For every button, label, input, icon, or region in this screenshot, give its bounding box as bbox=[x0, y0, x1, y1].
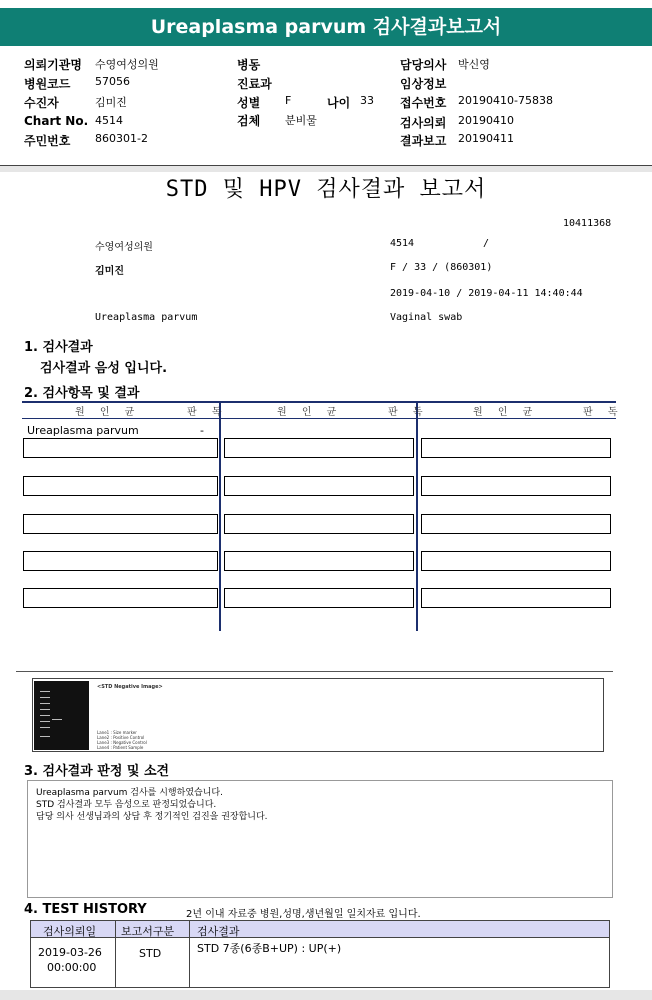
col-header-pathogen: 원 인 균 bbox=[75, 407, 141, 418]
value-doctor: 박신영 bbox=[458, 58, 490, 71]
patient-info bbox=[0, 48, 652, 164]
result-box bbox=[421, 438, 611, 458]
result-box bbox=[23, 476, 218, 496]
result-box bbox=[224, 438, 414, 458]
label-resident-no: 주민번호 bbox=[24, 134, 71, 148]
gel-image-title: <STD Negative Image> bbox=[97, 684, 163, 690]
result-box bbox=[23, 551, 218, 571]
opinion-line: 담당 의사 선생님과의 상담 후 정기적인 검진을 권장합니다. bbox=[36, 812, 268, 822]
result-box bbox=[224, 551, 414, 571]
label-receipt-no: 접수번호 bbox=[400, 96, 447, 110]
col-header-pathogen: 원 인 균 bbox=[277, 407, 343, 418]
label-specimen: 검체 bbox=[237, 114, 261, 128]
label-ward: 병동 bbox=[237, 58, 261, 72]
report-number: 10411368 bbox=[563, 218, 612, 229]
result-box bbox=[224, 476, 414, 496]
column-divider bbox=[416, 401, 418, 631]
label-chart-no: Chart No. bbox=[24, 114, 89, 128]
value-sex: F bbox=[285, 94, 292, 107]
value-age: 33 bbox=[360, 94, 374, 107]
result-box bbox=[224, 514, 414, 534]
label-institution: 의뢰기관명 bbox=[24, 58, 82, 72]
label-department: 진료과 bbox=[237, 77, 272, 91]
result-box bbox=[421, 476, 611, 496]
result-box bbox=[421, 588, 611, 608]
col-header-result: 판 독 bbox=[583, 407, 624, 418]
col-header-result: 판 독 bbox=[388, 407, 429, 418]
history-row bbox=[30, 938, 610, 988]
result-box bbox=[421, 551, 611, 571]
label-request-date: 검사의뢰 bbox=[400, 116, 447, 130]
gel-image bbox=[34, 681, 89, 750]
report-specimen: Vaginal swab bbox=[390, 312, 463, 323]
report-header: Ureaplasma parvum 검사결과보고서 bbox=[0, 8, 652, 46]
label-clinical-info: 임상정보 bbox=[400, 77, 447, 91]
label-doctor: 담당의사 bbox=[400, 58, 447, 72]
value-report-date: 20190411 bbox=[458, 132, 514, 145]
value-specimen: 분비물 bbox=[285, 114, 317, 127]
page-bottom bbox=[0, 990, 652, 1000]
result-box bbox=[224, 588, 414, 608]
gel-legend-1: Lane1 : Size marker bbox=[97, 730, 137, 735]
report-test: Ureaplasma parvum bbox=[95, 312, 198, 323]
report-chart: 4514 bbox=[390, 238, 415, 249]
report-hospital: 수영여성의원 bbox=[95, 242, 153, 253]
gel-legend-4: Lane4 : Patient Sample bbox=[97, 745, 144, 750]
col-header-result: 판 독 bbox=[187, 407, 228, 418]
history-header bbox=[30, 920, 610, 938]
column-divider bbox=[219, 401, 221, 631]
history-time: 00:00:00 bbox=[47, 961, 97, 974]
section4-heading: 4. TEST HISTORY bbox=[24, 902, 147, 917]
results-grid-header-line bbox=[22, 418, 616, 419]
report-title: STD 및 HPV 검사결과 보고서 bbox=[165, 177, 487, 202]
item-name: Ureaplasma parvum bbox=[27, 424, 139, 437]
section1-heading: 1. 검사결과 bbox=[24, 340, 93, 355]
label-patient: 수진자 bbox=[24, 96, 59, 110]
opinion-line: STD 검사결과 모두 음성으로 판정되었습니다. bbox=[36, 800, 217, 810]
value-patient: 김미진 bbox=[95, 96, 127, 109]
value-institution: 수영여성의원 bbox=[95, 58, 159, 71]
item-result: - bbox=[200, 424, 204, 437]
value-resident-no: 860301-2 bbox=[95, 132, 148, 145]
history-col-result: 검사결과 bbox=[197, 925, 240, 938]
report-sex-age: F / 33 / (860301) bbox=[390, 262, 493, 273]
label-report-date: 결과보고 bbox=[400, 134, 447, 148]
history-col-type: 보고서구분 bbox=[121, 925, 175, 938]
history-col-date: 검사의뢰일 bbox=[43, 925, 97, 938]
value-request-date: 20190410 bbox=[458, 114, 514, 127]
report-patient: 김미진 bbox=[95, 266, 124, 277]
section3-heading: 3. 검사결과 판정 및 소견 bbox=[24, 764, 170, 779]
result-box bbox=[23, 514, 218, 534]
history-note: 2년 이내 자료중 병원,성명,생년월일 일치자료 입니다. bbox=[186, 909, 421, 920]
section-divider bbox=[16, 671, 613, 672]
result-box bbox=[23, 588, 218, 608]
label-age: 나이 bbox=[327, 96, 351, 110]
history-type: STD bbox=[139, 947, 162, 960]
section2-heading: 2. 검사항목 및 결과 bbox=[24, 386, 140, 401]
report-dates: 2019-04-10 / 2019-04-11 14:40:44 bbox=[390, 288, 583, 299]
report-chart-sep: / bbox=[483, 238, 490, 249]
gel-legend-2: Lane2 : Positive Control bbox=[97, 735, 145, 740]
section1-result: 검사결과 음성 입니다. bbox=[40, 361, 168, 376]
col-header-pathogen: 원 인 균 bbox=[473, 407, 539, 418]
value-chart-no: 4514 bbox=[95, 114, 123, 127]
label-hospital-code: 병원코드 bbox=[24, 77, 71, 91]
label-sex: 성별 bbox=[237, 96, 261, 110]
opinion-line: Ureaplasma parvum 검사를 시행하였습니다. bbox=[36, 788, 223, 798]
value-receipt-no: 20190410-75838 bbox=[458, 94, 553, 107]
history-result: STD 7종(6종B+UP) : UP(+) bbox=[197, 942, 342, 955]
value-hospital-code: 57056 bbox=[95, 75, 130, 88]
result-box bbox=[23, 438, 218, 458]
history-date: 2019-03-26 bbox=[38, 946, 102, 959]
gel-legend-3: Lane3 : Negative Control bbox=[97, 740, 147, 745]
opinion-box bbox=[27, 780, 613, 898]
result-box bbox=[421, 514, 611, 534]
